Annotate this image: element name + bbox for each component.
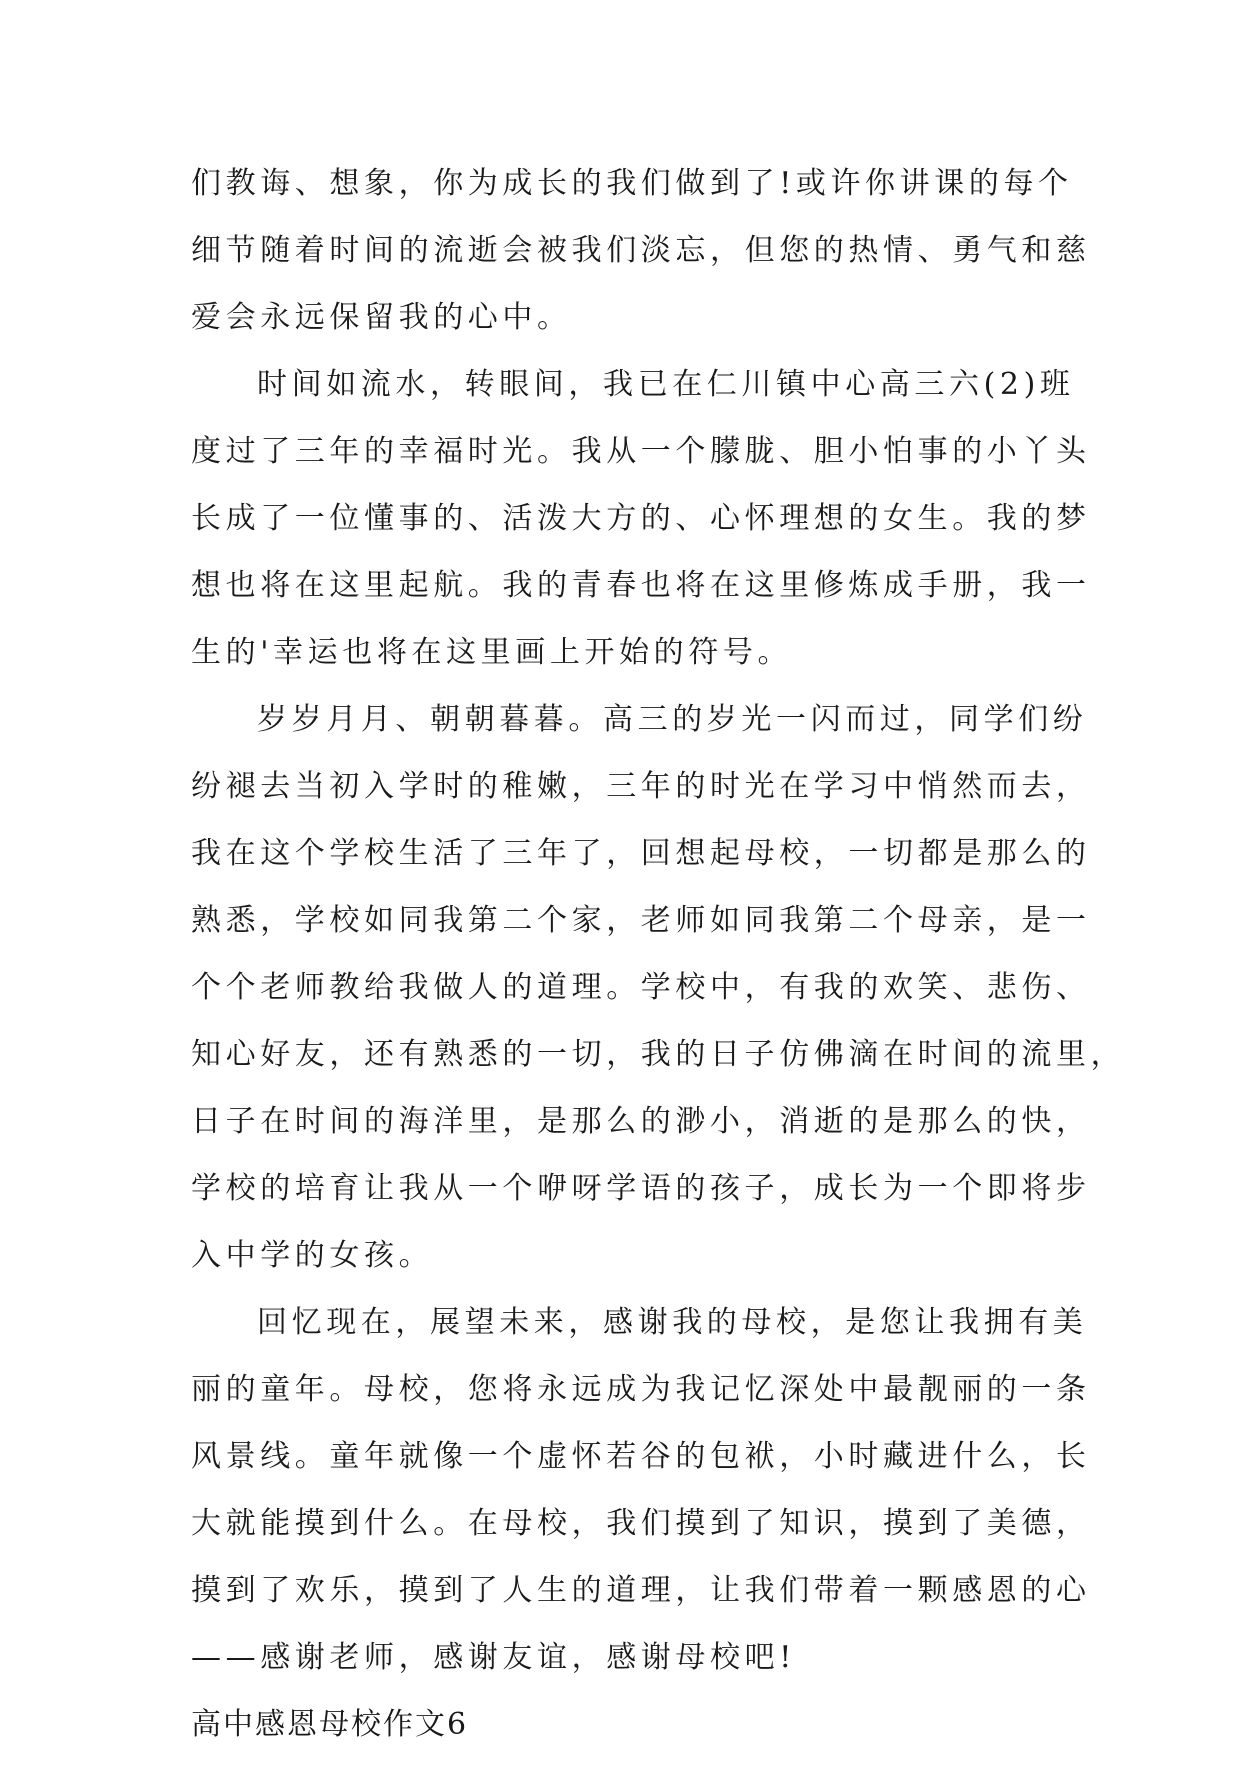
paragraph-line: 我在这个学校生活了三年了，回想起母校，一切都是那么的 xyxy=(191,836,1091,871)
essay-body xyxy=(191,158,1126,1766)
paragraph-line: 熟悉，学校如同我第二个家，老师如同我第二个母亲，是一 xyxy=(191,903,1091,938)
paragraph-line: 度过了三年的幸福时光。我从一个朦胧、胆小怕事的小丫头 xyxy=(191,434,1091,469)
paragraph-line: 知心好友，还有熟悉的一切，我的日子仿佛滴在时间的流里， xyxy=(191,1037,1126,1072)
paragraph-line: 日子在时间的海洋里，是那么的渺小，消逝的是那么的快， xyxy=(191,1104,1091,1139)
paragraph-line: 学校的培育让我从一个咿呀学语的孩子，成长为一个即将步 xyxy=(191,1171,1091,1206)
paragraph-line: 纷褪去当初入学时的稚嫩，三年的时光在学习中悄然而去， xyxy=(191,769,1091,804)
paragraph-line: 生的'幸运也将在这里画上开始的符号。 xyxy=(191,635,793,670)
paragraph-line: 岁岁月月、朝朝暮暮。高三的岁光一闪而过，同学们纷 xyxy=(257,702,1088,737)
paragraph-line: 摸到了欢乐，摸到了人生的道理，让我们带着一颗感恩的心 xyxy=(191,1573,1091,1608)
paragraph-line: 爱会永远保留我的心中。 xyxy=(191,300,572,335)
paragraph-line: 们教诲、想象，你为成长的我们做到了!或许你讲课的每个 xyxy=(191,166,1073,201)
paragraph-line: 细节随着时间的流逝会被我们淡忘，但您的热情、勇气和慈 xyxy=(191,233,1091,268)
paragraph-line: ——感谢老师，感谢友谊，感谢母校吧! xyxy=(191,1640,796,1675)
paragraph-line: 回忆现在，展望未来，感谢我的母校，是您让我拥有美 xyxy=(257,1305,1088,1340)
paragraph-line: 长成了一位懂事的、活泼大方的、心怀理想的女生。我的梦 xyxy=(191,501,1091,536)
paragraph-line: 风景线。童年就像一个虚怀若谷的包袱，小时藏进什么，长 xyxy=(191,1439,1091,1474)
paragraph-line: 时间如流水，转眼间，我已在仁川镇中心高三六(2)班 xyxy=(257,367,1075,402)
paragraph-line: 个个老师教给我做人的道理。学校中，有我的欢笑、悲伤、 xyxy=(191,970,1091,1005)
section-heading: 高中感恩母校作文6 xyxy=(191,1707,469,1742)
paragraph-line: 想也将在这里起航。我的青春也将在这里修炼成手册，我一 xyxy=(191,568,1091,603)
paragraph-line: 丽的童年。母校，您将永远成为我记忆深处中最靓丽的一条 xyxy=(191,1372,1091,1407)
paragraph-line: 大就能摸到什么。在母校，我们摸到了知识，摸到了美德， xyxy=(191,1506,1091,1541)
paragraph-line: 入中学的女孩。 xyxy=(191,1238,434,1273)
